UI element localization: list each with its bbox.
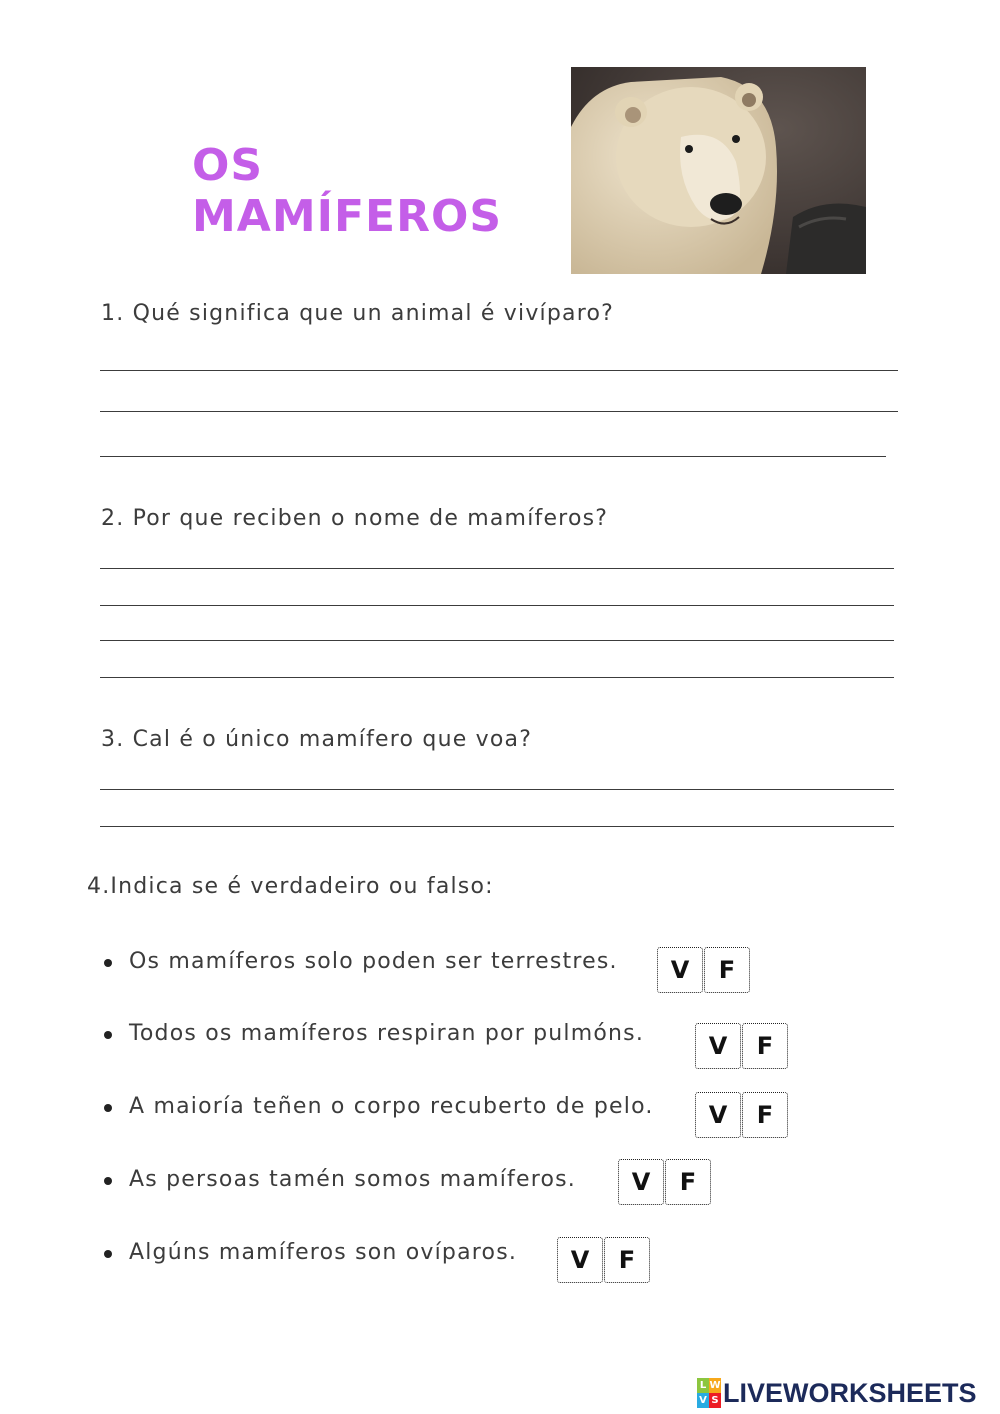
true-option[interactable]: V xyxy=(557,1237,603,1283)
tf-statement: A maioría teñen o corpo recuberto de pelo. xyxy=(129,1094,654,1119)
false-option[interactable]: F xyxy=(604,1237,650,1283)
true-option[interactable]: V xyxy=(657,947,703,993)
false-option[interactable]: F xyxy=(704,947,750,993)
tf-statement: Todos os mamíferos respiran por pulmóns. xyxy=(129,1021,645,1046)
answer-line[interactable] xyxy=(100,370,898,371)
tf-choice-group xyxy=(618,1159,711,1205)
false-option[interactable]: F xyxy=(665,1159,711,1205)
answer-line[interactable] xyxy=(100,826,894,827)
liveworksheets-logo-icon xyxy=(697,1378,721,1408)
logo-letter: W xyxy=(709,1380,721,1391)
question-4-heading: 4.Indica se é verdadeiro ou falso: xyxy=(87,874,494,899)
question-2: 2. Por que reciben o nome de mamíferos? xyxy=(101,506,609,531)
tf-statement: Algúns mamíferos son ovíparos. xyxy=(129,1240,518,1265)
bullet-icon xyxy=(104,959,112,967)
answer-line[interactable] xyxy=(100,456,886,457)
tf-choice-group xyxy=(657,947,750,993)
bullet-icon xyxy=(104,1104,112,1112)
brand-name: LIVEWORKSHEETS xyxy=(723,1377,977,1408)
bullet-icon xyxy=(104,1177,112,1185)
answer-line[interactable] xyxy=(100,677,894,678)
tf-choice-group xyxy=(557,1237,650,1283)
bullet-icon xyxy=(104,1031,112,1039)
tf-choice-group xyxy=(695,1092,788,1138)
logo-letter: S xyxy=(709,1393,721,1408)
logo-letter: L xyxy=(697,1378,709,1393)
true-option[interactable]: V xyxy=(695,1023,741,1069)
true-option[interactable]: V xyxy=(695,1092,741,1138)
false-option[interactable]: F xyxy=(742,1023,788,1069)
question-1: 1. Qué significa que un animal é vivíparo? xyxy=(101,301,615,326)
worksheet-title: OS MAMÍFEROS xyxy=(192,140,503,242)
answer-line[interactable] xyxy=(100,411,898,412)
question-3: 3. Cal é o único mamífero que voa? xyxy=(101,727,533,752)
false-option[interactable]: F xyxy=(742,1092,788,1138)
tf-statement: As persoas tamén somos mamíferos. xyxy=(129,1167,576,1192)
polar-bear-photo xyxy=(571,67,866,274)
liveworksheets-footer xyxy=(697,1376,977,1410)
true-option[interactable]: V xyxy=(618,1159,664,1205)
answer-line[interactable] xyxy=(100,640,894,641)
answer-line[interactable] xyxy=(100,605,894,606)
tf-choice-group xyxy=(695,1023,788,1069)
answer-line[interactable] xyxy=(100,789,894,790)
bullet-icon xyxy=(104,1250,112,1258)
logo-letter: V xyxy=(697,1393,709,1408)
answer-line[interactable] xyxy=(100,568,894,569)
tf-statement: Os mamíferos solo poden ser terrestres. xyxy=(129,949,618,974)
